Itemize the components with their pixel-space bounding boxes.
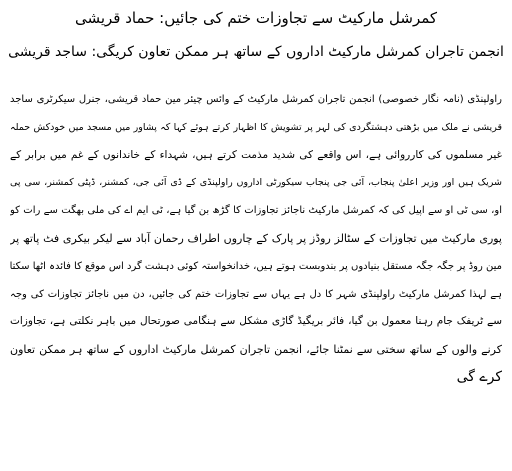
body-line: کرے گی bbox=[456, 368, 502, 385]
body-line: غیر مسلموں کی کارروائی ہے، اس واقعے کی شدید مذمت کرتے ہیں، شہداء کے خاندانوں کے غم میں برابر کے bbox=[10, 148, 502, 161]
body-line: ہے لہذا کمرشل مارکیٹ راولپنڈی شہر کا دل ہے یہاں سے تجاوزات ختم کی جائیں، دن میں ناجائز تجاوزات کی وجہ bbox=[10, 288, 502, 300]
body-line: سے ٹریفک جام رہنا معمول بن گیا، فائر بریگیڈ گاڑی مشکل سے ہنگامی صورتحال میں باہر نکلتی ہے، تجاوزات bbox=[10, 315, 502, 328]
headline: کمرشل مارکیٹ سے تجاوزات ختم کی جائیں: حماد قریشی bbox=[74, 9, 438, 27]
body-line: قریشی نے ملک میں بڑھتی دہشتگردی کی لہر پر تشویش کا اظہار کرتے ہوئے کہا کہ پشاور میں مسجد میں خودکش حملہ bbox=[10, 121, 502, 133]
body-line: کرنے والوں کے ساتھ سختی سے نمٹنا جائے، انجمن تاجران کمرشل مارکیٹ اداروں کے ساتھ ہر ممکن تعاون bbox=[10, 343, 502, 357]
body-line: مین روڈ پر جگہ جگہ مستقل بنیادوں پر بندوبست ہوتے ہیں، خدانخواستہ کوئی دہشت گرد اس موقع کا فائدہ اٹھا سکتا bbox=[10, 260, 502, 272]
article-body bbox=[10, 86, 502, 392]
subheadline: انجمن تاجران کمرشل مارکیٹ اداروں کے ساتھ ہر ممکن تعاون کریگی: ساجد قریشی bbox=[8, 44, 504, 60]
body-line: او، سی ٹی او سے اپیل کی کہ کمرشل مارکیٹ ناجائز تجاوزات کا گڑھ بن گیا ہے، ٹی ایم اے کی ملی بھگت سے رات کو bbox=[10, 205, 502, 217]
body-line: شریک ہیں اور وزیر اعلیٰ پنجاب، آئی جی پنجاب سیکورٹی اداروں راولپنڈی کے ڈی آئی جی، کمشنر، ڈپٹی کمشنر، سی پی bbox=[10, 177, 502, 189]
body-line: راولپنڈی (نامہ نگار خصوصی) انجمن تاجران کمرشل مارکیٹ کے وائس چیئر مین حماد قریشی، جنرل سیکرٹری ساجد bbox=[10, 94, 502, 105]
body-line: پوری مارکیٹ میں تجاوزات کے سٹالز روڈز پر پارک کے چاروں اطراف رحمان آباد سے لیکر بیکری فٹ پاتھ پر bbox=[10, 231, 502, 245]
